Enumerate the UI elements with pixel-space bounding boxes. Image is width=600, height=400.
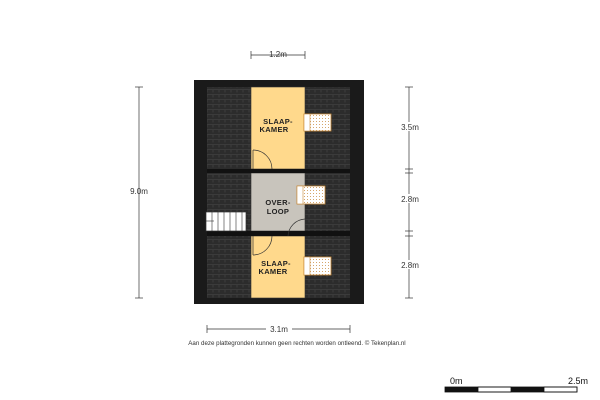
wall	[207, 169, 350, 173]
wall	[207, 231, 350, 236]
scale-end-label: 2.5m	[567, 376, 588, 386]
dimension-top-width-label: 1.2m	[269, 50, 287, 59]
dimension-segment-top-label: 3.5m	[401, 123, 419, 132]
dimension-segment-middle-label: 2.8m	[401, 195, 419, 204]
room-label-slaapkamer-top-line1: SLAAP-	[263, 117, 293, 126]
room-label-slaapkamer-bottom-line2: KAMER	[258, 267, 288, 276]
room-label-slaapkamer-top-line2: KAMER	[259, 125, 289, 134]
disclaimer-text: Aan deze plattegronden kunnen geen rechten worden ontleend. © Tekenplan.nl	[188, 340, 406, 347]
bed-top	[304, 114, 331, 131]
room-label-overloop-line2: LOOP	[266, 207, 290, 216]
dimension-segment-bottom-label: 2.8m	[401, 261, 419, 270]
dimension-total-height-label: 9.0m	[130, 187, 148, 196]
room-label-slaapkamer-bottom-line1: SLAAP-	[261, 259, 291, 268]
dimension-bottom-width-label: 3.1m	[270, 325, 288, 334]
room-label-overloop-line1: OVER-	[265, 198, 291, 207]
scale-start-label: 0m	[450, 376, 463, 386]
bed-bottom	[304, 257, 331, 275]
bed-landing	[297, 186, 325, 204]
scale-bar	[445, 387, 577, 392]
staircase	[206, 212, 246, 231]
